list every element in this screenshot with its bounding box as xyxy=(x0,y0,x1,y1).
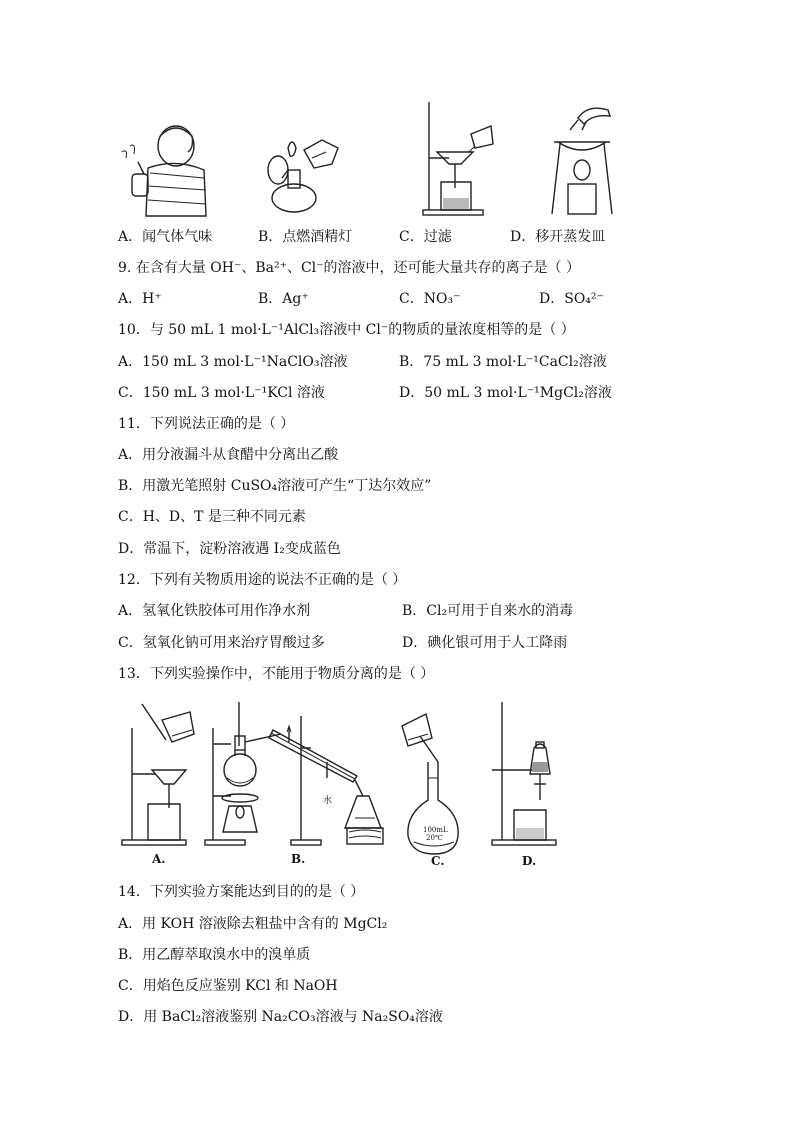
q11-stem: 11．下列说法正确的是（ ） xyxy=(118,416,295,432)
q11-option-c: C．H、D、T 是三种不同元素 xyxy=(118,509,306,525)
q11-option-b: B．用激光笔照射 CuSO₄溶液可产生“丁达尔效应” xyxy=(118,478,432,494)
q13-figure-d-separatory-funnel xyxy=(490,700,560,865)
option-b-light-lamp: B．点燃酒精灯 xyxy=(258,229,353,245)
q11-option-a: A．用分液漏斗从食醋中分离出乙酸 xyxy=(118,447,339,463)
q13-figure-b-distillation xyxy=(205,700,385,865)
q13-caption-d: D. xyxy=(522,854,537,868)
q11-option-d: D．常温下，淀粉溶液遇 I₂变成蓝色 xyxy=(118,541,341,557)
q12-stem: 12．下列有关物质用途的说法不正确的是（ ） xyxy=(118,572,407,588)
q9-option-c: C．NO₃⁻ xyxy=(399,291,461,307)
figure-light-alcohol-lamp xyxy=(262,118,342,218)
q12-option-a: A．氢氧化铁胶体可用作净水剂 xyxy=(118,603,311,619)
q13-stem: 13．下列实验操作中，不能用于物质分离的是（ ） xyxy=(118,666,435,682)
option-d-dish: D．移开蒸发皿 xyxy=(510,229,606,245)
figure-filtration xyxy=(415,100,495,218)
q10-option-c: C．150 mL 3 mol·L⁻¹KCl 溶液 xyxy=(118,385,325,401)
q9-option-a: A．H⁺ xyxy=(118,291,162,307)
q14-option-b: B．用乙醇萃取溴水中的溴单质 xyxy=(118,947,311,963)
q13-caption-c: C. xyxy=(431,854,445,868)
q13-water-label: 水 xyxy=(323,796,333,806)
option-a-smell: A．闻气体气味 xyxy=(118,229,213,245)
q9-stem: 9. 在含有大量 OH⁻、Ba²⁺、Cl⁻的溶液中，还可能大量共存的离子是（ ） xyxy=(118,260,580,276)
figure-remove-evaporating-dish xyxy=(548,100,618,218)
option-c-filter: C．过滤 xyxy=(399,229,452,245)
q13-caption-b: B. xyxy=(291,852,306,866)
q10-option-b: B．75 mL 3 mol·L⁻¹CaCl₂溶液 xyxy=(399,354,607,370)
q10-option-a: A．150 mL 3 mol·L⁻¹NaClO₃溶液 xyxy=(118,354,348,370)
q9-option-b: B．Ag⁺ xyxy=(258,291,309,307)
q14-option-a: A．用 KOH 溶液除去粗盐中含有的 MgCl₂ xyxy=(118,916,388,932)
q9-option-d: D．SO₄²⁻ xyxy=(539,291,604,307)
q14-stem: 14．下列实验方案能达到目的的是（ ） xyxy=(118,884,365,900)
q12-option-d: D．碘化银可用于人工降雨 xyxy=(402,635,568,651)
q10-option-d: D．50 mL 3 mol·L⁻¹MgCl₂溶液 xyxy=(399,385,612,401)
q13-caption-a: A. xyxy=(152,852,166,866)
q13-flask-label-temp: 20℃ xyxy=(426,834,443,842)
q12-option-c: C．氢氧化钠可用来治疗胃酸过多 xyxy=(118,635,325,651)
q12-option-b: B．Cl₂可用于自来水的消毒 xyxy=(402,603,574,619)
figure-smell-gas xyxy=(118,118,208,218)
q13-flask-label-volume: 100mL xyxy=(423,826,448,834)
q10-stem: 10．与 50 mL 1 mol·L⁻¹AlCl₃溶液中 Cl⁻的物质的量浓度相等的是（ ） xyxy=(118,322,575,338)
q14-option-d: D．用 BaCl₂溶液鉴别 Na₂CO₃溶液与 Na₂SO₄溶液 xyxy=(118,1009,443,1025)
q14-option-c: C．用焰色反应鉴别 KCl 和 NaOH xyxy=(118,978,338,994)
q13-figure-a-filtration xyxy=(120,700,200,865)
